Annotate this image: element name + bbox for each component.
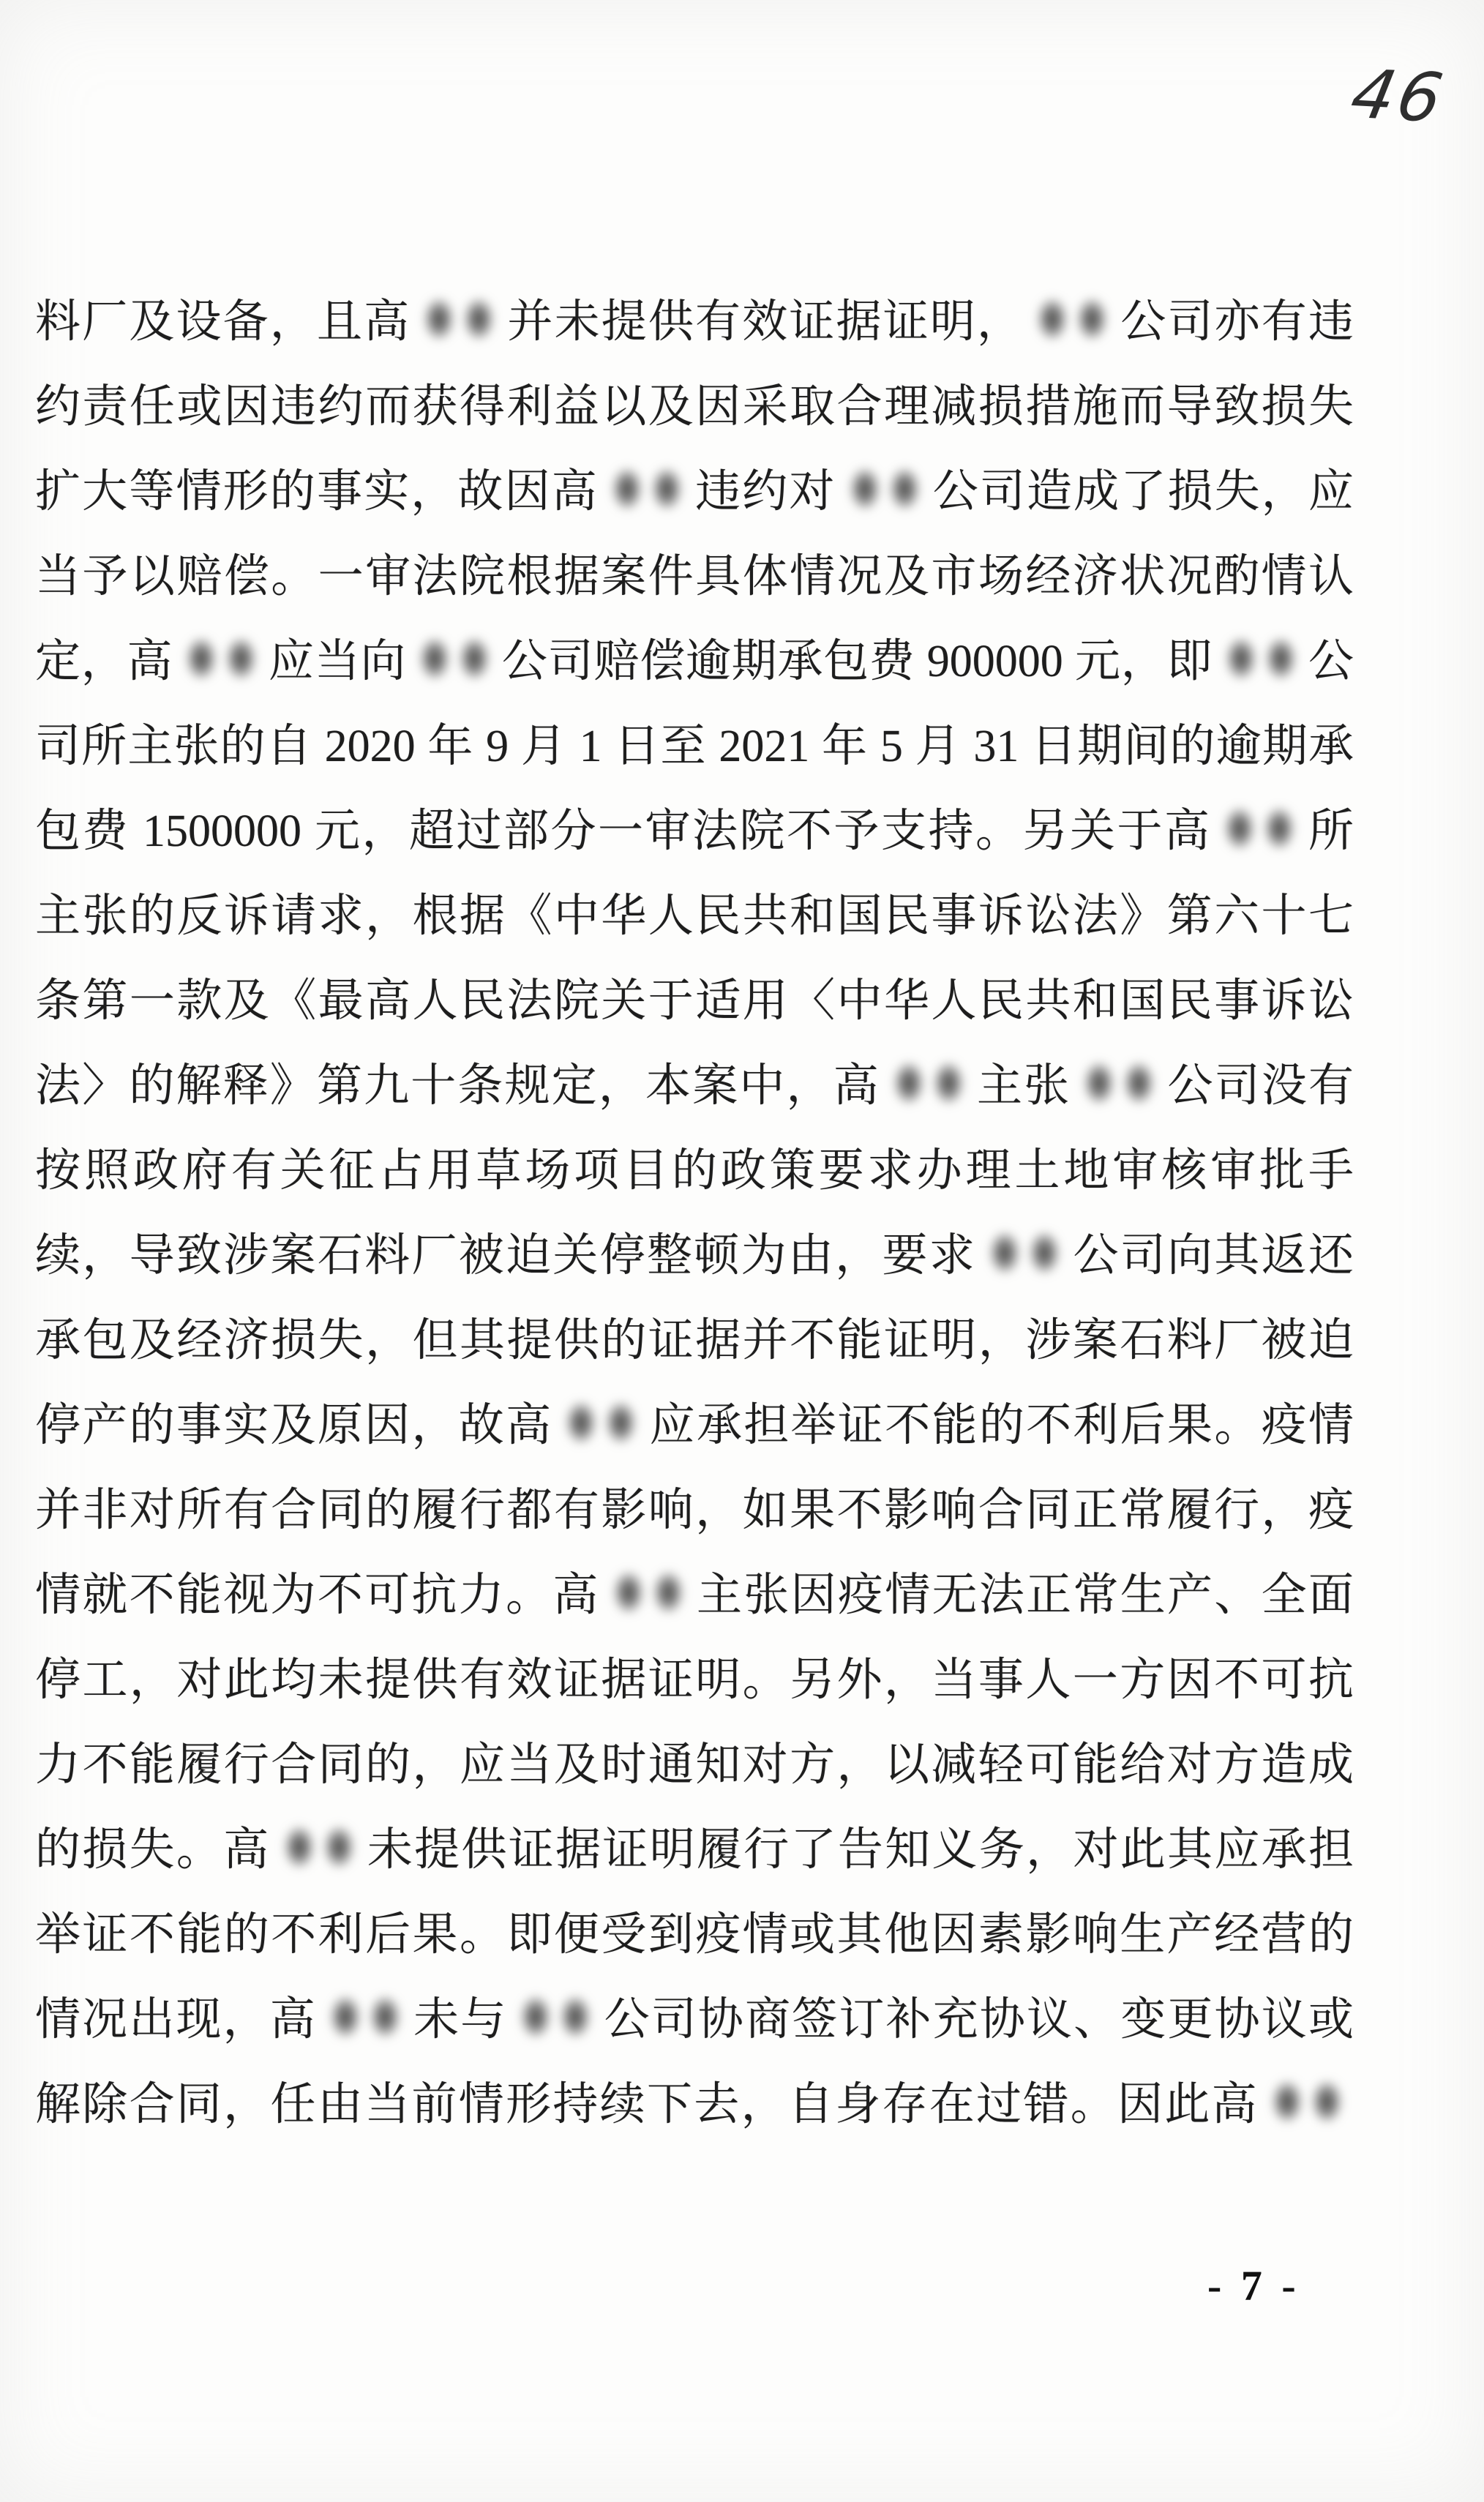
redacted-name-blur (275, 1819, 361, 1875)
text-segment: 力不能履行合同的，应当及时通知对方，以减轻可能给对方造成 (35, 1740, 1354, 1790)
text-segment: 的损失。高 (35, 1825, 271, 1875)
text-segment: 公 (1308, 637, 1354, 686)
text-line (35, 1977, 1354, 2062)
redacted-name-blur (841, 461, 927, 517)
text-segment: 公司没有 (1166, 1061, 1354, 1111)
text-segment: 公司亦有违 (1119, 297, 1354, 347)
text-line (35, 1638, 1354, 1723)
text-segment: 未与 (411, 1995, 508, 2045)
text-segment: 条第一款及《最高人民法院关于适用〈中华人民共和国民事诉讼 (35, 976, 1354, 1026)
text-segment: 应承担举证不能的不利后果。疫情 (648, 1401, 1354, 1450)
text-line (35, 1468, 1354, 1553)
redacted-name-blur (321, 1989, 408, 2045)
text-line (35, 1808, 1354, 1892)
text-segment: 情况出现，高 (35, 1995, 317, 2045)
redacted-name-blur (885, 1055, 971, 1111)
text-segment: 当予以赔偿。一审法院根据案件具体情况及市场经济状况酌情认 (35, 552, 1354, 602)
text-line (35, 1723, 1354, 1808)
redacted-name-blur (1263, 2074, 1349, 2130)
text-segment: 约责任或因违约而获得利益以及因采取合理减损措施而导致损失 (35, 382, 1354, 432)
text-segment: 公司向其返还 (1071, 1231, 1354, 1281)
redacted-name-blur (603, 461, 689, 517)
text-line (35, 1383, 1354, 1468)
text-line (35, 1892, 1354, 1977)
redacted-name-blur (1075, 1055, 1161, 1111)
redacted-name-blur (177, 631, 263, 686)
redacted-name-blur (1028, 291, 1114, 347)
redacted-name-blur (981, 1225, 1067, 1281)
text-line (35, 534, 1354, 619)
text-segment: 公司赔偿逾期承包费 900000 元，即 (501, 637, 1213, 686)
text-segment: 解除合同，任由当前情形持续下去，自身存在过错。因此高 (35, 2080, 1259, 2130)
text-line (35, 2062, 1354, 2147)
text-line (35, 280, 1354, 364)
text-segment: 应当向 (268, 637, 407, 686)
text-line (35, 449, 1354, 534)
text-segment: 料厂及设备，且高 (35, 297, 411, 347)
text-line (35, 874, 1354, 959)
text-segment: 按照政府有关征占用草场项目的政策要求办理土地审核审批手 (35, 1146, 1354, 1196)
text-segment: 司所主张的自 2020 年 9 月 1 日至 2021 年 5 月 31 日期间的逾期承 (35, 722, 1354, 771)
text-segment: 未提供证据证明履行了告知义务，对此其应承担 (365, 1825, 1354, 1875)
text-segment: 主张因疫情无法正常生产、全面 (694, 1570, 1354, 1620)
redacted-name-blur (1217, 631, 1303, 686)
redacted-name-blur (557, 1395, 643, 1450)
body-text (35, 280, 1354, 2147)
text-line (35, 704, 1354, 789)
text-segment: 包费 1500000 元，超过部分一审法院不予支持。另关于高 (35, 806, 1212, 856)
text-line (35, 1128, 1354, 1213)
text-segment: 违约对 (693, 467, 836, 517)
text-line (35, 959, 1354, 1044)
text-line (35, 1298, 1354, 1383)
text-segment: 主张的反诉请求，根据《中华人民共和国民事诉讼法》第六十七 (35, 891, 1354, 941)
text-segment: 续，导致涉案石料厂被迫关停整顿为由，要求 (35, 1231, 977, 1281)
text-segment: 扩大等情形的事实，故因高 (35, 467, 599, 517)
text-segment: 情就不能视为不可抗力。高 (35, 1570, 600, 1620)
text-segment: 定，高 (35, 637, 173, 686)
text-line (35, 789, 1354, 874)
redacted-name-blur (411, 631, 497, 686)
handwritten-page-mark: 46 (1344, 55, 1452, 138)
text-line (35, 364, 1354, 449)
text-segment: 举证不能的不利后果。即便受到疫情或其他因素影响生产经营的 (35, 1910, 1354, 1960)
text-segment: 停产的事实及原因，故高 (35, 1401, 553, 1450)
text-segment: 法〉的解释》第九十条规定，本案中，高 (35, 1061, 880, 1111)
text-segment: 停工，对此均未提供有效证据证明。另外，当事人一方因不可抗 (35, 1655, 1354, 1705)
text-segment: 承包及经济损失，但其提供的证据并不能证明，涉案石料厂被迫 (35, 1316, 1354, 1366)
text-line (35, 1044, 1354, 1128)
text-segment: 并非对所有合同的履行都有影响，如果不影响合同正常履行，疫 (35, 1486, 1354, 1535)
text-segment: 并未提供有效证据证明， (506, 297, 1024, 347)
redacted-name-blur (415, 291, 501, 347)
text-segment: 主张 (975, 1061, 1071, 1111)
text-line (35, 1213, 1354, 1298)
text-segment: 公司造成了损失，应 (931, 467, 1354, 517)
text-segment: 公司协商签订补充协议、变更协议或 (602, 1995, 1354, 2045)
redacted-name-blur (604, 1565, 691, 1620)
text-line (35, 1553, 1354, 1638)
redacted-name-blur (1215, 801, 1302, 856)
page-number: - 7 - (1207, 2262, 1300, 2310)
text-line (35, 619, 1354, 704)
redacted-name-blur (511, 1989, 598, 2045)
text-segment: 所 (1306, 806, 1354, 856)
